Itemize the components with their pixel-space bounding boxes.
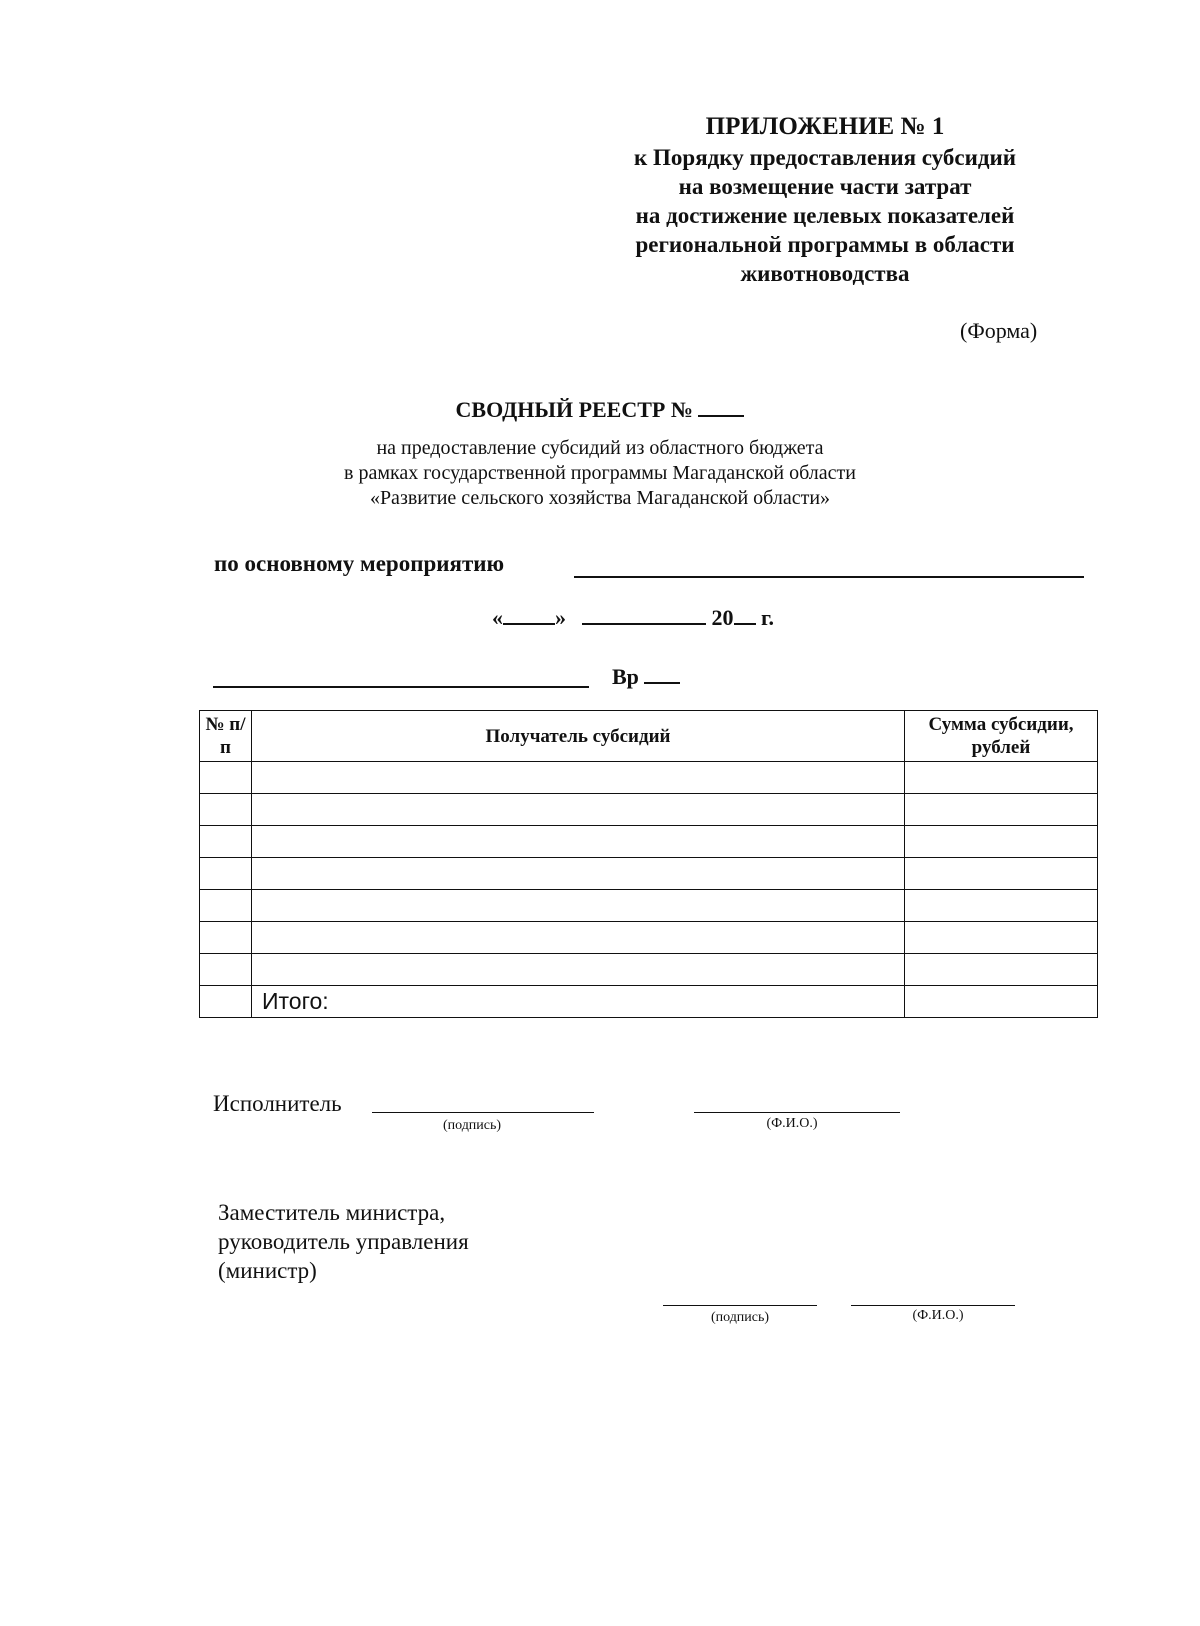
table-header-row	[200, 711, 1098, 762]
total-label: Итого:	[252, 986, 905, 1018]
table-row	[200, 794, 1098, 826]
date-open-quote: «	[492, 605, 503, 630]
appendix-line: на достижение целевых показателей	[635, 203, 1015, 228]
cell-recipient[interactable]	[252, 826, 905, 858]
cell-number[interactable]	[200, 826, 252, 858]
subtitle-line: «Развитие сельского хозяйства Магаданской области»	[369, 487, 831, 509]
cell-recipient[interactable]	[252, 922, 905, 954]
subtitle-line: в рамках государственной программы Магаданской области	[344, 462, 856, 484]
date-year-prefix: 20	[711, 605, 734, 630]
form-label: (Форма)	[960, 318, 1038, 343]
header-number: № п/п	[200, 711, 252, 762]
cell-number[interactable]	[200, 986, 252, 1018]
date-close-quote: »	[555, 605, 566, 630]
table-row	[200, 890, 1098, 922]
subtitle-line: на предоставление субсидий из областного бюджета	[376, 437, 824, 459]
deputy-signature-field[interactable]	[663, 1305, 817, 1306]
date-day-field[interactable]	[503, 605, 555, 625]
activity-label: по основному мероприятию	[214, 551, 505, 576]
registry-number-field[interactable]	[698, 397, 744, 417]
appendix-title: ПРИЛОЖЕНИЕ № 1	[705, 113, 945, 140]
deputy-name-field[interactable]	[851, 1305, 1015, 1306]
table-row	[200, 762, 1098, 794]
deputy-line: Заместитель министра,	[218, 1200, 446, 1225]
cell-amount[interactable]	[905, 794, 1098, 826]
appendix-line: животноводства	[740, 261, 910, 286]
activity-field[interactable]	[574, 576, 1084, 578]
cell-recipient[interactable]	[252, 890, 905, 922]
executor-signature-field[interactable]	[372, 1112, 594, 1113]
registry-title-text: СВОДНЫЙ РЕЕСТР №	[455, 397, 693, 422]
cell-recipient[interactable]	[252, 794, 905, 826]
table-row	[200, 858, 1098, 890]
cell-amount[interactable]	[905, 954, 1098, 986]
cell-amount[interactable]	[905, 826, 1098, 858]
table-row	[200, 954, 1098, 986]
vr-label: Вр	[612, 664, 639, 689]
executor-name-field[interactable]	[694, 1112, 900, 1113]
header-amount: Сумма субсидии, рублей	[905, 711, 1098, 762]
registry-subtitle	[240, 436, 960, 511]
cell-number[interactable]	[200, 762, 252, 794]
cell-number[interactable]	[200, 858, 252, 890]
cell-amount[interactable]	[905, 762, 1098, 794]
cell-amount[interactable]	[905, 922, 1098, 954]
executor-name-hint: (Ф.И.О.)	[766, 1116, 818, 1131]
vr-row	[612, 664, 680, 690]
deputy-title	[218, 1198, 469, 1285]
vr-field[interactable]	[644, 664, 680, 684]
cell-number[interactable]	[200, 922, 252, 954]
appendix-line: к Порядку предоставления субсидий	[634, 145, 1016, 170]
table-total-row	[200, 986, 1098, 1018]
registry-table	[199, 710, 1098, 1018]
cell-recipient[interactable]	[252, 858, 905, 890]
deputy-name-hint: (Ф.И.О.)	[912, 1308, 964, 1323]
table-row	[200, 826, 1098, 858]
deputy-line: руководитель управления	[218, 1229, 469, 1254]
appendix-line: на возмещение части затрат	[678, 174, 972, 199]
cell-recipient[interactable]	[252, 762, 905, 794]
cell-recipient[interactable]	[252, 954, 905, 986]
cell-number[interactable]	[200, 890, 252, 922]
date-month-field[interactable]	[582, 605, 706, 625]
executor-label: Исполнитель	[213, 1091, 342, 1116]
total-amount-cell[interactable]	[905, 986, 1098, 1018]
vr-prefix-field[interactable]	[213, 686, 589, 688]
cell-number[interactable]	[200, 954, 252, 986]
deputy-signature-hint: (подпись)	[710, 1310, 770, 1325]
deputy-line: (министр)	[218, 1258, 317, 1283]
cell-number[interactable]	[200, 794, 252, 826]
date-year-suffix: г.	[761, 605, 775, 630]
executor-signature-hint: (подпись)	[442, 1118, 502, 1133]
date-year-field[interactable]	[734, 605, 756, 625]
header-recipient: Получатель субсидий	[252, 711, 905, 762]
cell-amount[interactable]	[905, 890, 1098, 922]
appendix-line: региональной программы в области	[635, 232, 1015, 257]
date-row	[492, 605, 774, 631]
cell-amount[interactable]	[905, 858, 1098, 890]
registry-title	[300, 397, 900, 423]
table-row	[200, 922, 1098, 954]
appendix-header	[590, 112, 1060, 288]
